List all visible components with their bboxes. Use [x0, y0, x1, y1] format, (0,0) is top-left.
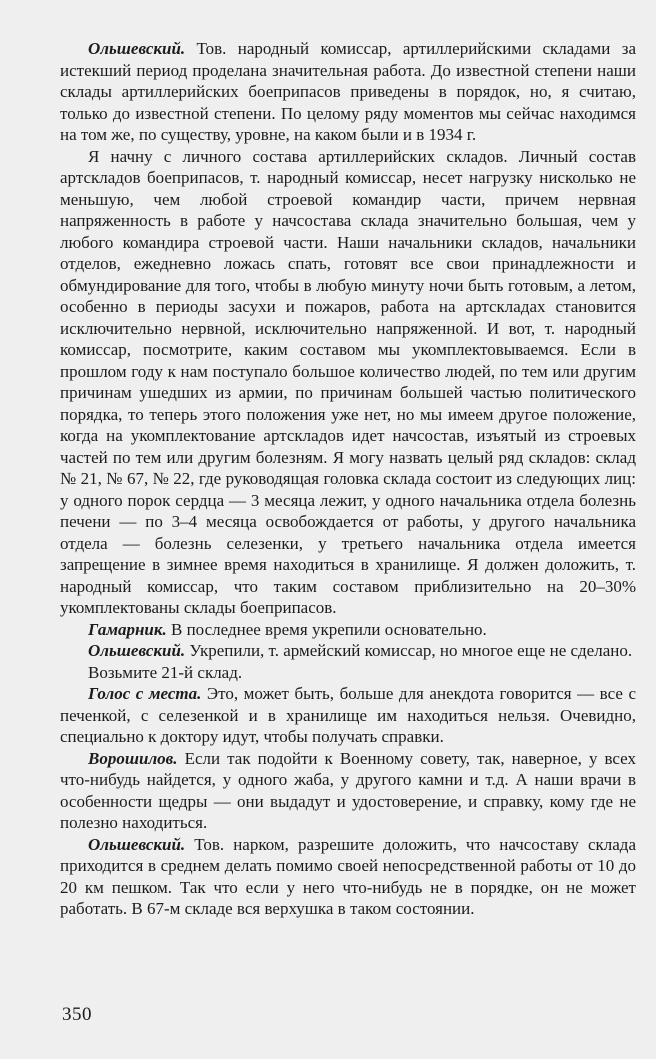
speech-text: Возьмите 21-й склад.	[88, 662, 243, 682]
paragraph-6	[60, 683, 636, 748]
speaker-name: Гамарник.	[88, 619, 167, 639]
speaker-name: Голос с места.	[88, 684, 202, 703]
speaker-name: Ворошилов.	[88, 748, 178, 768]
paragraph-5	[60, 662, 636, 684]
paragraph-3	[60, 619, 636, 641]
speech-text: Тов. нарком, разрешите доложить, что начсоставу склада приходится в среднем делать помимо своей непосредственной работы от 10 до 20 км пешком. Так что если у него что-нибудь не в порядке, он не может работать. В 67-м складе вся верхушка в таком состоянии.	[60, 834, 636, 918]
body-text	[60, 38, 636, 920]
paragraph-4	[60, 640, 636, 662]
speech-text: В последнее время укрепили основательно.	[166, 619, 487, 639]
paragraph-2	[60, 146, 636, 619]
speaker-name: Ольшевский.	[88, 641, 186, 660]
paragraph-7	[60, 748, 636, 834]
paragraph-1	[60, 38, 636, 146]
paragraph-8	[60, 834, 636, 920]
speech-text: Я начну с личного состава артиллерийских складов. Личный состав артскладов боеприпасов, т. народный комиссар, несет нагрузку нисколько не меньшую, чем любой строевой командир части, причем нервная напряженность в работе у начсостава склада значительно большая, чем у любого командира строевой части. Наши начальники складов, начальники отделов, ежедневно ложась спать, готовят все свои принадлежности и обмундирование для того, чтобы в любую минуту ночи быть готовым, а летом, особенно в периоды засухи и пожаров, работа на артскладах становится исключительно нервной, исключительно напряженной. И вот, т. народный комиссар, посмотрите, каким составом мы укомплектовываемся. Если в прошлом году к нам поступало большое количество людей, по тем или другим причинам ушедших из армии, по причинам большей частью политического порядка, то теперь этого положения уже нет, но мы имеем другое положение, когда на укомплектование артскладов идет начсостав, изъятый из строевых частей по тем или другим болезням. Я могу назвать целый ряд складов: склад № 21, № 67, № 22, где руководящая головка склада состоит из следующих лиц: у одного порок сердца — 3 месяца лежит, у одного начальника отдела болезнь печени — по 3–4 месяца освобождается от работы, у другого начальника отдела — болезнь селезенки, у третьего начальника отдела имеется запрещение в зимнее время находиться в хранилище. Я должен доложить, т. народный комиссар, что таким составом приблизительно на 20–30% укомплектованы склады боеприпасов.	[60, 146, 636, 617]
speaker-name: Ольшевский.	[88, 834, 186, 854]
speech-text: Если так подойти к Военному совету, так, наверное, у всех что-нибудь найдется, у одного жаба, у другого камни и т.д. А наши врачи в особенности щедры — они выдадут и удостоверение, и справку, кому где не полезно находиться.	[60, 748, 636, 832]
speech-text: Тов. народный комиссар, артиллерийскими складами за истекший период проделана значительная работа. До известной степени наши склады артиллерийских боеприпасов приведены в порядок, но, я считаю, только до известной степени. По целому ряду моментов мы сейчас находимся на том же, по существу, уровне, на каком были и в 1934 г.	[60, 39, 636, 144]
speech-text: Укрепили, т. армейский комиссар, но многое еще не сделано.	[185, 641, 633, 660]
page-number: 350	[62, 1004, 92, 1025]
speech-text: Это, может быть, больше для анекдота говорится — все с печенкой, с селезенкой и в хранилище им находиться нельзя. Очевидно, специально к доктору идут, чтобы получать справки.	[60, 684, 637, 746]
speaker-name: Ольшевский.	[88, 39, 186, 58]
